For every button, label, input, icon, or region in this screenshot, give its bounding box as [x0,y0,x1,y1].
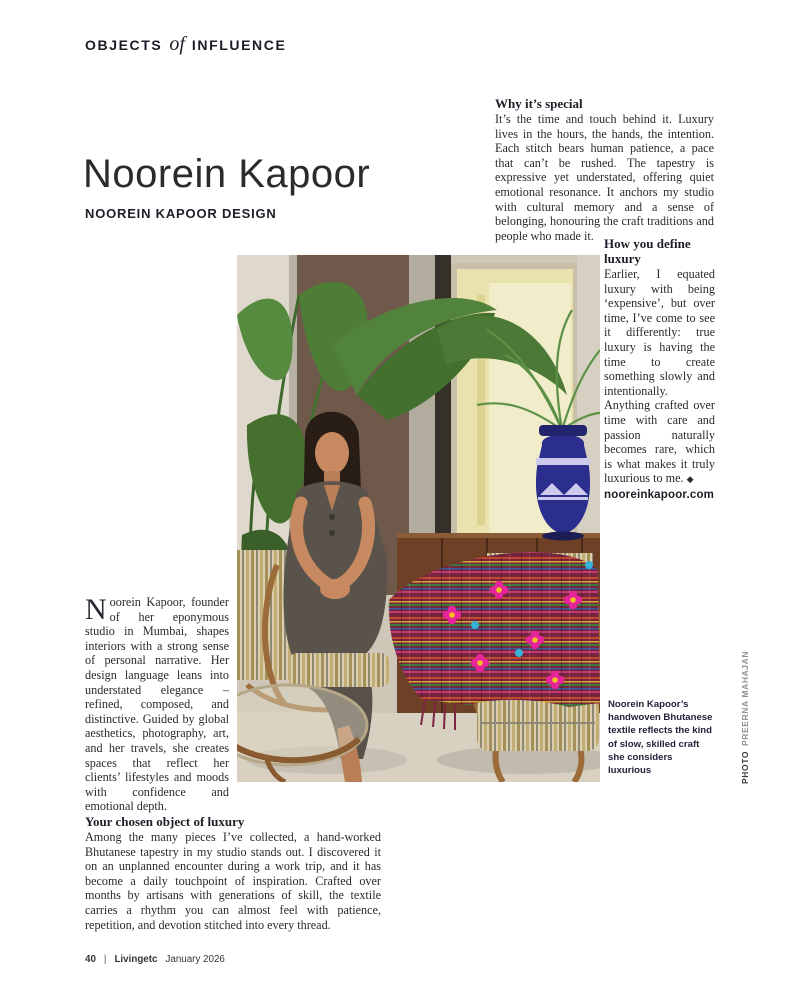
why-special-heading: Why it’s special [495,96,583,111]
eyebrow-word-influence: INFLUENCE [191,37,287,53]
portrait-photo-illustration [237,255,600,782]
define-luxury-text: Earlier, I equated luxury with being ‘expensive’, but over time, I’ve come to see it differently: true luxury is having the time to create something slowly and intentionally. Anything crafted over time with care and passion naturally becomes rare, which is what makes it truly luxurious to me. [604,267,715,486]
define-luxury-body [604,267,715,487]
section-chosen-object [85,814,381,932]
footer-page-number: 40 [85,954,96,965]
chosen-object-body: Among the many pieces I’ve collected, a hand-worked Bhutanese tapestry in my studio stands out. I discovered it on an unplanned encounter during a work trip, and it has become a daily touchpoint of inspiration. Crafted over months by artisans with generations of skill, the textile carries a rhythm you can almost feel with patience, repetition, and devotion stitched into every thread. [85,830,381,932]
chosen-object-heading: Your chosen object of luxury [85,814,245,829]
website-link[interactable]: nooreinkapoor.com [604,488,715,501]
intro-body: oorein Kapoor, founder of her eponymous studio in Mumbai, shapes interiors with a strong sense of personal narrative. Her design language leans into understated elegance – refined, composed, and distinctive. Guided by global aesthetics, photography, art, and her travels, she creates spaces that reflect her clients’ lifestyles and moods with confidence and emotional depth. [85,595,229,814]
footer-magazine-name: Livingetc [114,954,158,965]
page-subtitle: NOOREIN KAPOOR DESIGN [85,206,277,221]
footer-separator: | [103,954,107,965]
end-mark-diamond: ◆ [686,474,694,485]
photo-credit-label: PHOTO [740,750,750,784]
why-special-body: It’s the time and touch behind it. Luxury lives in the hours, the hands, the intention. Each stitch bears human patience, a pace that can’t be rushed. The tapestry is expressive yet understated, offering quiet emotional resonance. It anchors my studio with cultural memory and a sense of belonging, honouring the craft traditions and people who made it. [495,112,714,243]
photo-caption: Noorein Kapoor’s handwoven Bhutanese textile reflects the kind of slow, skilled craft she considers luxurious [608,699,713,777]
eyebrow-word-objects: OBJECTS [85,37,163,53]
intro-paragraph [85,595,229,814]
section-why-special [495,96,714,243]
photo-credit-name: PREERNA MAHAJAN [740,650,750,746]
page-title: Noorein Kapoor [83,152,371,196]
eyebrow-word-of: of [169,33,185,55]
page-footer [85,954,225,965]
drop-cap: N [85,593,107,626]
section-eyebrow [85,33,286,56]
footer-issue-date: January 2026 [165,954,225,965]
section-intro [85,595,229,814]
photo-credit [740,624,750,784]
define-luxury-heading: How you define luxury [604,236,691,266]
section-define-luxury [604,236,715,503]
portrait-photo [237,255,600,782]
